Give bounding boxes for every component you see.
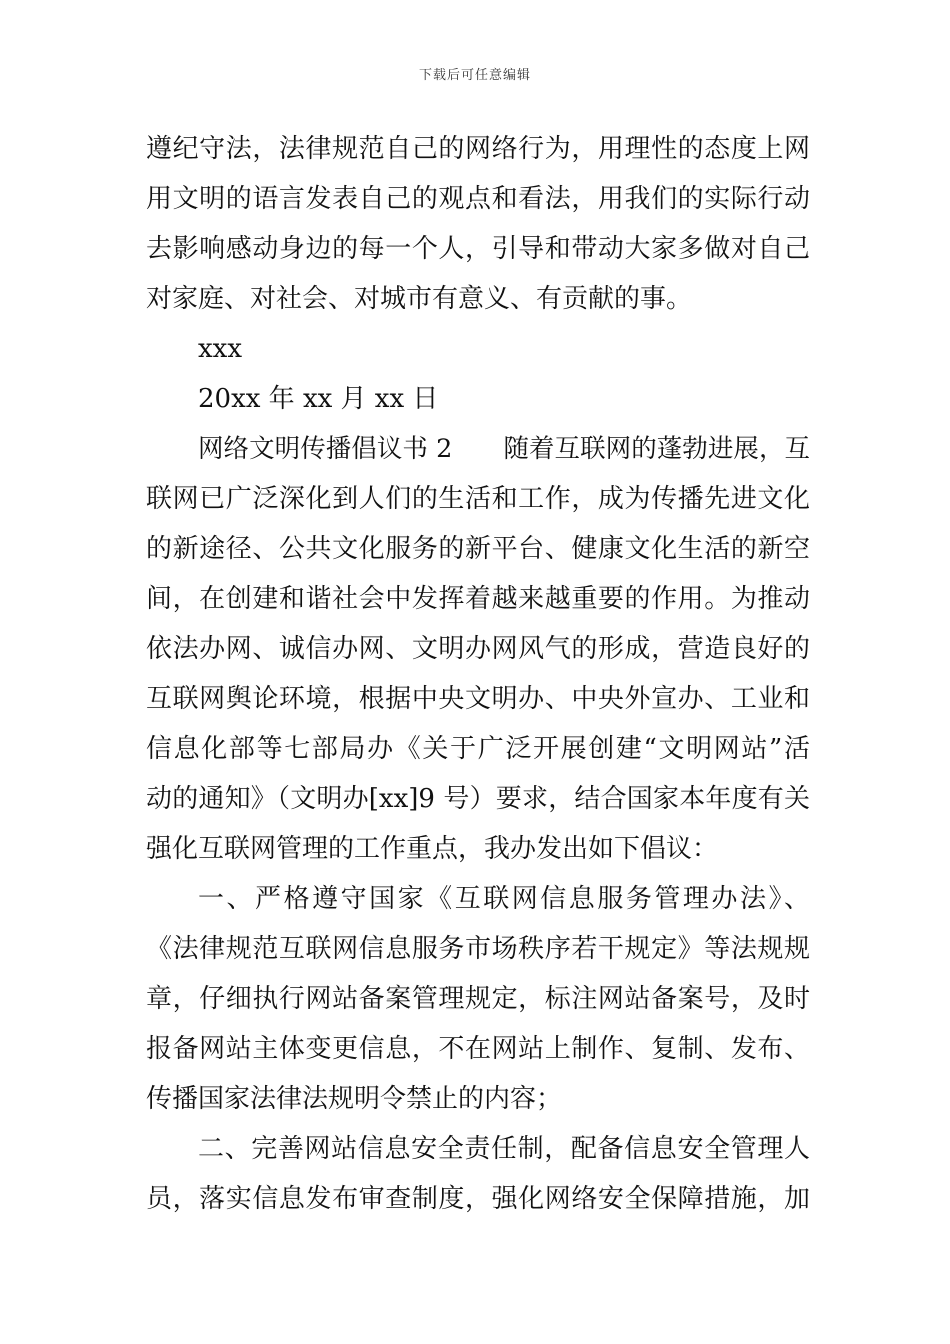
paragraph-line: 传播国家法律法规明令禁止的内容；	[146, 1084, 563, 1114]
paragraph-line: 员，落实信息发布审查制度，强化网络安全保障措施，加	[146, 1184, 810, 1214]
paragraph-line: 的新途径、公共文化服务的新平台、健康文化生活的新空	[146, 534, 810, 564]
paragraph-line: 动的通知》（文明办[xx]9 号）要求，结合国家本年度有关	[146, 784, 810, 814]
paragraph-line: 间，在创建和谐社会中发挥着越来越重要的作用。为推动	[146, 584, 810, 614]
paragraph-line: 一、严格遵守国家《互联网信息服务管理办法》、	[198, 884, 810, 914]
paragraph-line: 互联网舆论环境，根据中央文明办、中央外宣办、工业和	[146, 684, 810, 714]
paragraph-line: 用文明的语言发表自己的观点和看法，用我们的实际行动	[146, 184, 810, 214]
paragraph-line: 章，仔细执行网站备案管理规定，标注网站备案号，及时	[146, 984, 810, 1014]
paragraph-line: 强化互联网管理的工作重点，我办发出如下倡议：	[146, 834, 719, 864]
paragraph-line: 联网已广泛深化到人们的生活和工作，成为传播先进文化	[146, 484, 810, 514]
signature-date: 20xx 年 xx 月 xx 日	[198, 384, 439, 414]
paragraph-line: 二、完善网站信息安全责任制，配备信息安全管理人	[198, 1134, 810, 1164]
paragraph-line: 信息化部等七部局办《关于广泛开展创建“文明网站”活	[146, 734, 810, 764]
paragraph-line: 去影响感动身边的每一个人，引导和带动大家多做对自己	[146, 234, 810, 264]
section-title-line: 网络文明传播倡议书 2 随着互联网的蓬勃进展，互	[198, 434, 810, 464]
document-body	[146, 124, 810, 1224]
paragraph-line: 《法律规范互联网信息服务市场秩序若干规定》等法规规	[146, 934, 810, 964]
page-header: 下载后可任意编辑	[418, 68, 531, 83]
paragraph-line: 报备网站主体变更信息，不在网站上制作、复制、发布、	[146, 1034, 810, 1064]
paragraph-line: 依法办网、诚信办网、文明办网风气的形成，营造良好的	[146, 634, 810, 664]
signature-name: xxx	[198, 334, 242, 364]
paragraph-line: 遵纪守法，法律规范自己的网络行为，用理性的态度上网	[146, 134, 810, 164]
paragraph-line: 对家庭、对社会、对城市有意义、有贡献的事。	[146, 284, 693, 314]
